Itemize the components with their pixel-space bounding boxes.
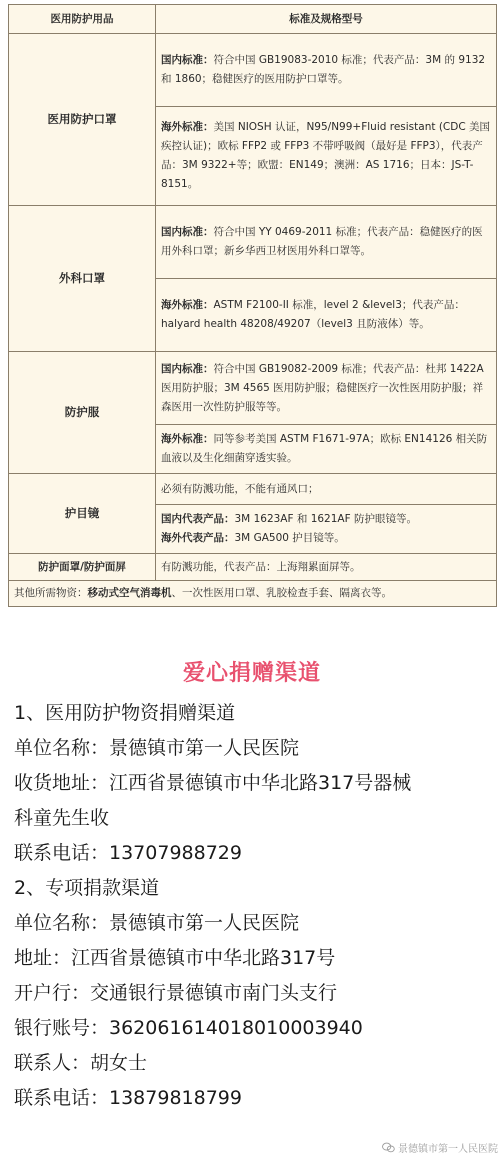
spec-text: 必须有防溅功能，不能有通风口； — [161, 482, 319, 495]
category-cell: 护目镜 — [9, 474, 156, 554]
footer-rest: 、一次性医用口罩、乳胶检查手套、隔离衣等。 — [171, 587, 392, 599]
standards-table — [8, 4, 497, 607]
spec-cell — [156, 474, 497, 505]
spec-cell — [156, 425, 497, 474]
standards-table-container — [8, 4, 496, 607]
spec-label: 国内标准： — [161, 226, 214, 238]
phone-line[interactable]: 联系电话：13707988729 — [14, 842, 242, 864]
footer-bold: 移动式空气消毒机 — [87, 587, 172, 599]
watermark-text: 景德镇市第一人民医院 — [398, 1144, 498, 1155]
spec-text: 符合中国 GB19082-2009 标准；代表产品：杜邦 1422A 医用防护服；3M 4565 医用防护服；稳健医疗一次性医用防护服；祥森医用一次性防护服等等。 — [161, 362, 484, 413]
spec-cell — [156, 107, 497, 206]
spec-cell — [156, 34, 497, 107]
wechat-icon — [382, 1142, 395, 1153]
bank-line: 开户行：交通银行景德镇市南门头支行 — [14, 982, 338, 1004]
spec-cell — [156, 206, 497, 279]
table-row — [9, 352, 497, 425]
donation-info — [14, 696, 502, 1116]
header-equipment: 医用防护用品 — [9, 5, 156, 34]
spec-label: 国内标准： — [161, 54, 214, 66]
spec-text: 符合中国 GB19083-2010 标准；代表产品：3M 的 9132 和 1860；稳健医疗的医用防护口罩等。 — [161, 54, 486, 85]
contact-phone-line[interactable]: 联系电话：13879818799 — [14, 1087, 242, 1109]
donation-title: 爱心捐赠渠道 — [182, 661, 321, 686]
spec-label: 海外标准： — [161, 299, 214, 311]
unit-name-line: 单位名称：景德镇市第一人民医院 — [14, 737, 300, 759]
category-cell: 医用防护口罩 — [9, 34, 156, 206]
shipping-address-line: 收货地址：江西省景德镇市中华北路317号器械 — [14, 772, 412, 794]
shipping-address-cont: 科童先生收 — [14, 807, 110, 829]
table-footer-row — [9, 581, 497, 607]
contact-person-line: 联系人：胡女士 — [14, 1052, 148, 1074]
spec-text: 符合中国 YY 0469-2011 标准；代表产品：稳健医疗的医用外科口罩；新乡华西卫材医用外科口罩等。 — [161, 226, 483, 257]
category-cell: 防护服 — [9, 352, 156, 474]
spec-text: 3M 1623AF 和 1621AF 防护眼镜等。 — [234, 513, 417, 525]
category-cell: 外科口罩 — [9, 206, 156, 352]
spec-text: 美国 NIOSH 认证，N95/N99+Fluid resistant (CDC 美国疾控认证)；欧标 FFP2 或 FFP3 不带呼吸阀（最好是 FFP3），代表产品：3M 9322+等；欧盟：EN149；澳洲：AS 1716；日本：JS-T-8151。 — [161, 121, 490, 190]
section-heading-supplies: 1、医用防护物资捐赠渠道 — [14, 702, 236, 724]
unit-name-line: 单位名称：景德镇市第一人民医院 — [14, 912, 300, 934]
address-line: 地址：江西省景德镇市中华北路317号 — [14, 947, 336, 969]
spec-label: 海外代表产品： — [161, 532, 235, 544]
category-cell: 防护面罩/防护面屏 — [9, 554, 156, 581]
spec-text: 有防溅功能，代表产品：上海翔累面屏等。 — [161, 560, 361, 573]
spec-text: ASTM F2100-II 标准，level 2 &level3；代表产品：halyard health 48208/49207（level3 且防液体）等。 — [161, 299, 465, 330]
table-row — [9, 206, 497, 279]
table-header-row — [9, 5, 497, 34]
spec-cell — [156, 352, 497, 425]
account-number-line: 银行账号：36206161401801000394​0 — [14, 1017, 363, 1039]
spec-cell — [156, 554, 497, 581]
watermark — [382, 1140, 498, 1155]
footer-prefix: 其他所需物资： — [14, 587, 88, 599]
spec-text: 3M GA500 护目镜等。 — [234, 532, 345, 544]
table-row — [9, 34, 497, 107]
spec-label: 国内标准： — [161, 362, 214, 375]
spec-cell — [156, 279, 497, 352]
other-supplies-cell — [9, 581, 497, 607]
spec-label: 海外标准： — [161, 121, 214, 133]
section-heading-funds: 2、专项捐款渠道 — [14, 877, 160, 899]
table-row — [9, 554, 497, 581]
spec-label: 国内代表产品： — [161, 513, 235, 525]
header-standard: 标准及规格型号 — [156, 5, 497, 34]
spec-text: 同等参考美国 ASTM F1671-97A；欧标 EN14126 相关防血液以及生化细菌穿透实验。 — [161, 433, 488, 464]
spec-label: 海外标准： — [161, 433, 214, 445]
spec-cell — [156, 505, 497, 554]
table-row — [9, 474, 497, 505]
